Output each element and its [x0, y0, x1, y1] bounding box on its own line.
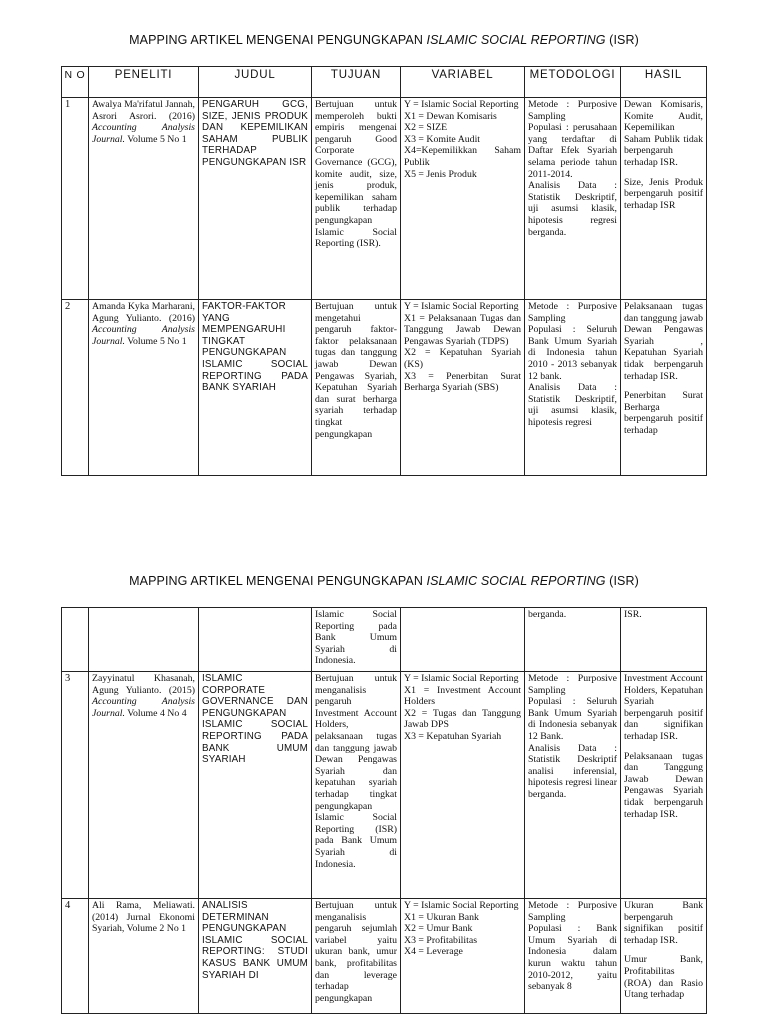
variabel-cell [401, 672, 525, 899]
header-tujuan: TUJUAN [312, 67, 401, 98]
judul-cell: PENGARUH GCG, SIZE, JENIS PRODUK DAN KEPEMILIKAN SAHAM PUBLIK TERHADAP PENGUNGKAPAN ISR [199, 98, 312, 300]
table-row [62, 98, 707, 300]
empty-cell [89, 608, 199, 672]
journal-volume: Volume 5 No 1 [124, 133, 187, 145]
peneliti-cell [89, 98, 199, 300]
journal-name: Accounting Analysis Journal. [92, 324, 195, 347]
page-title: MAPPING ARTIKEL MENGENAI PENGUNGKAPAN ISLAMIC SOCIAL REPORTING (ISR) [129, 33, 639, 47]
hasil-cell [621, 899, 707, 1014]
metodologi-cell [525, 899, 621, 1014]
variable-item: X4 = Leverage [404, 946, 463, 958]
variable-item: Y = Islamic Social Reporting [404, 301, 519, 312]
metodologi-cell: berganda. [525, 608, 621, 672]
variable-item: X2 = Kepatuhan Syariah (KS) [404, 347, 521, 370]
result-item: Investment Account Holders, Kepatuhan Syariah berpengaruh positif dan signifikan terhadap ISR. [624, 673, 703, 742]
author-names: Zayyinatul Khasanah, Agung Yulianto. (2015) [92, 673, 195, 696]
empty-cell [62, 608, 89, 672]
table-row [62, 300, 707, 476]
metodologi-cell [525, 98, 621, 300]
variabel-cell [401, 300, 525, 476]
metodologi-cell [525, 300, 621, 476]
journal-name: Accounting Analysis Journal. [92, 122, 195, 145]
variabel-cell [401, 98, 525, 300]
journal-volume: Volume 4 No 4 [124, 707, 187, 719]
author-names: Agung Yulianto. (2016) [92, 312, 195, 324]
empty-cell [401, 608, 525, 672]
result-item: Size, Jenis Produk berpengaruh positif terhadap ISR [624, 176, 703, 211]
variable-item: X2 = SIZE [404, 122, 448, 134]
peneliti-cell [89, 300, 199, 476]
variable-item: X3 = Penerbitan Surat Berharga Syariah (SBS) [404, 370, 521, 394]
method-item: Populasi : Seluruh Bank Umum Syariah di Indonesia sebanyak 12 Bank. [528, 696, 617, 742]
tujuan-cell: Bertujuan untuk mengetahui pengaruh faktor-faktor pelaksanaan tugas dan tanggung jawab Dewan Pengawas Syariah, Kepatuhan Syariah dan surat berharga syariah terhadap tingkat pengungkapan [312, 300, 401, 476]
row-number: 3 [62, 672, 89, 899]
variable-item: Y = Islamic Social Reporting [404, 900, 519, 911]
author-names: Amanda Kyka Marharani, [92, 301, 195, 312]
variable-item: X4=Kepemilikkan Saham Publik [404, 145, 521, 168]
peneliti-cell: Ali Rama, Meliawati. (2014) Jurnal Ekonomi Syariah, Volume 2 No 1 [89, 899, 199, 1014]
tujuan-cell: Bertujuan untuk menganalisis pengaruh sejumlah variabel yaitu ukuran bank, umur bank, profitabilitas dan leverage terhadap pengungkapan [312, 899, 401, 1014]
page-title: MAPPING ARTIKEL MENGENAI PENGUNGKAPAN ISLAMIC SOCIAL REPORTING (ISR) [129, 574, 639, 588]
variable-item: X3 = Profitabilitas [404, 934, 478, 946]
method-item: Metode : Purposive Sampling [528, 99, 617, 122]
author-names: Asrori Asrori. (2016) [92, 110, 195, 122]
method-item: Populasi : perusahaan yang terdaftar di Daftar Efek Syariah selama periode tahun 2011-2014. [528, 122, 617, 180]
tujuan-cell: Bertujuan untuk menganalisis pengaruh Investment Account Holders, pelaksanaan tugas dan tanggung jawab Dewan Pengawas Syariah dan kepatuhan syariah terhadap tingkat pengungkapan Islamic Social Reporting (ISR) pada Bank Umum Syariah di Indonesia. [312, 672, 401, 899]
method-item: Analisis Data : Statistik Deskriptif, uji asumsi klasik, hipotesis regresi berganda. [528, 180, 617, 238]
header-peneliti: PENELITI [89, 67, 199, 98]
variable-item: X3 = Kepatuhan Syariah [404, 730, 502, 742]
header-no: N O [62, 67, 89, 98]
variable-item: X1 = Dewan Komisaris [404, 110, 497, 122]
variable-item: X2 = Tugas dan Tanggung Jawab DPS [404, 707, 521, 731]
result-item: Umur Bank, Profitabilitas (ROA) dan Rasio Utang terhadap [624, 954, 703, 1001]
variable-item: X1 = Investment Account Holders [404, 684, 521, 708]
peneliti-cell [89, 672, 199, 899]
method-item: Metode : Purposive Sampling [528, 900, 617, 923]
row-number: 4 [62, 899, 89, 1014]
journal-volume: Volume 5 No 1 [124, 335, 187, 347]
method-item: Metode : Purposive Sampling [528, 301, 617, 324]
header-metodologi: METODOLOGI [525, 67, 621, 98]
journal-name: Accounting Analysis Journal. [92, 696, 195, 719]
judul-cell: ISLAMIC CORPORATE GOVERNANCE DAN PENGUNGKAPAN ISLAMIC SOCIAL REPORTING PADA BANK UMUM SYARIAH [199, 672, 312, 899]
result-item: Ukuran Bank berpengaruh signifikan positif terhadap ISR. [624, 900, 703, 946]
judul-cell: FAKTOR-FAKTOR YANG MEMPENGARUHI TINGKAT PENGUNGKAPAN ISLAMIC SOCIAL REPORTING PADA BANK SYARIAH [199, 300, 312, 476]
mapping-table [61, 66, 707, 476]
row-number: 2 [62, 300, 89, 476]
method-item: Analisis Data : Statistik Deskriptif analisi inferensial, hipotesis regresi linear berganda. [528, 742, 617, 800]
variable-item: X1 = Ukuran Bank [404, 911, 479, 923]
variable-item: X1 = Pelaksanaan Tugas dan Tanggung Jawab Dewan Pengawas Syariah (TDPS) [404, 312, 521, 347]
method-item: Metode : Purposive Sampling [528, 673, 617, 696]
tujuan-cell: Islamic Social Reporting pada Bank Umum Syariah di Indonesia. [312, 608, 401, 672]
result-item: Pelaksanaan tugas dan Tanggung Jawab Dewan Pengawas Syariah tidak berpengaruh terhadap ISR. [624, 750, 703, 820]
result-item: Pelaksanaan tugas dan tanggung jawab Dewan Pengawas Syariah , Kepatuhan Syariah tidak berpengaruh terhadap ISR. [624, 301, 703, 382]
hasil-cell [621, 300, 707, 476]
method-item: Analisis Data : Statistik Deskriptif, uji asumsi klasik, hipotesis regresi [528, 382, 617, 428]
author-names: Awalya Ma'rifatul Jannah, [92, 99, 195, 110]
row-number: 1 [62, 98, 89, 300]
result-item: Penerbitan Surat Berharga berpengaruh positif terhadap [624, 390, 703, 436]
metodologi-cell [525, 672, 621, 899]
empty-cell [199, 608, 312, 672]
variable-item: X5 = Jenis Produk [404, 168, 477, 180]
variabel-cell [401, 899, 525, 1014]
result-item: Dewan Komisaris, Komite Audit, Kepemilikan Saham Publik tidak berpengaruh terhadap ISR. [624, 99, 703, 168]
header-variabel: VARIABEL [401, 67, 525, 98]
hasil-cell: ISR. [621, 608, 707, 672]
table-row [62, 672, 707, 899]
method-item: Populasi : Bank Umum Syariah di Indonesia dalam kurun waktu tahun 2010-2012, yaitu sebanyak 8 [528, 923, 617, 993]
table-row [62, 899, 707, 1014]
variable-item: Y = Islamic Social Reporting [404, 99, 519, 110]
hasil-cell [621, 672, 707, 899]
variable-item: Y = Islamic Social Reporting [404, 673, 519, 684]
hasil-cell [621, 98, 707, 300]
mapping-table-continued [61, 607, 707, 1014]
variable-item: X2 = Umur Bank [404, 923, 473, 935]
header-hasil: HASIL [621, 67, 707, 98]
judul-cell: ANALISIS DETERMINAN PENGUNGKAPAN ISLAMIC SOCIAL REPORTING: STUDI KASUS BANK UMUM SYARIAH DI [199, 899, 312, 1014]
tujuan-cell: Bertujuan untuk memperoleh bukti empiris mengenai pengaruh Good Corporate Governance (GCG), komite audit, size, jenis produk, kepemilikan saham publik terhadap pengungkapan Islamic Social Reporting (ISR). [312, 98, 401, 300]
variable-item: X3 = Komite Audit [404, 133, 481, 145]
table-header-row [62, 67, 707, 98]
header-judul: JUDUL [199, 67, 312, 98]
table-row-continuation [62, 608, 707, 672]
method-item: Populasi : Seluruh Bank Umum Syariah di Indonesia tahun 2010 - 2013 sebanyak 12 bank. [528, 324, 617, 382]
